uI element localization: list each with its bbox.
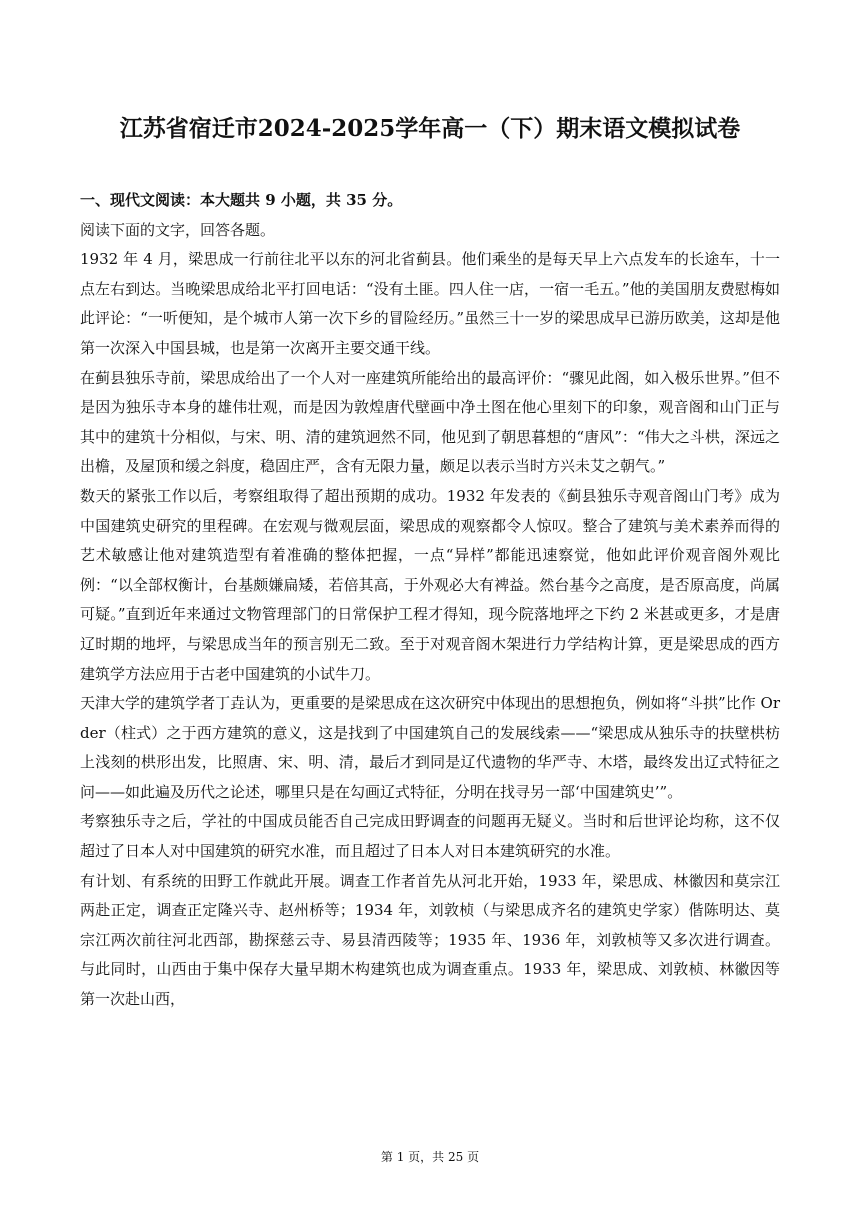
- page-footer: 第 1 页，共 25 页: [380, 1150, 480, 1164]
- document-body: [80, 186, 780, 1015]
- paragraph-1: 1932 年 4 月，梁思成一行前往北平以东的河北省蓟县。他们乘坐的是每天早上六点发车的长途车，十一点左右到达。当晚梁思成给北平打回电话：“没有土匪。四人住一店，一宿一毛五。”他的美国朋友费慰梅如此评论：“一听便知，是个城市人第一次下乡的冒险经历。”虽然三十一岁的梁思成早已游历欧美，这却是他第一次深入中国县城，也是第一次离开主要交通干线。: [80, 250, 780, 357]
- paragraph-2: 在蓟县独乐寺前，梁思成给出了一个人对一座建筑所能给出的最高评价：“骤见此阁，如入极乐世界。”但不是因为独乐寺本身的雄伟壮观，而是因为敦煌唐代壁画中净土图在他心里刻下的印象，观音阁和山门正与其中的建筑十分相似，与宋、明、清的建筑迥然不同，他见到了朝思暮想的“唐风”：“伟大之斗栱，深远之出檐，及屋顶和缓之斜度，稳固庄严，含有无限力量，颇足以表示当时方兴未艾之朝气。”: [80, 368, 780, 476]
- paragraph-6: 有计划、有系统的田野工作就此开展。调查工作者首先从河北开始，1933 年，梁思成、林徽因和莫宗江两赴正定，调查正定隆兴寺、赵州桥等；1934 年，刘敦桢（与梁思成齐名的建筑史学家）偕陈明达、莫宗江两次前往河北西部，勘探慈云寺、易县清西陵等；1935 年、1936 年，刘敦桢等又多次进行调查。与此同时，山西由于集中保存大量早期木构建筑也成为调查重点。1933 年，梁思成、刘敦桢、林徽因等第一次赴山西，: [80, 871, 780, 1009]
- document-title: 江苏省宿迁市2024-2025学年高一（下）期末语文模拟试卷: [119, 115, 741, 142]
- paragraph-4: 天津大学的建筑学者丁垚认为，更重要的是梁思成在这次研究中体现出的思想抱负，例如将“斗拱”比作 Order（柱式）之于西方建筑的意义，这是找到了中国建筑自己的发展线索——“梁思成从独乐寺的扶壁栱枋上浅刻的栱形出发，比照唐、宋、明、清，最后才到同是辽代遗物的华严寺、木塔，最终发出辽式特征之问——如此遍及历代之论述，哪里只是在勾画辽式特征，分明在找寻另一部‘中国建筑史’”。: [80, 694, 780, 801]
- paragraph-5: 考察独乐寺之后，学社的中国成员能否自己完成田野调查的问题再无疑义。当时和后世评论均称，这不仅超过了日本人对中国建筑的研究水准，而且超过了日本人对日本建筑研究的水准。: [80, 812, 780, 861]
- section-heading: 一、现代文阅读：本大题共 9 小题，共 35 分。: [80, 191, 403, 209]
- paragraph-3: 数天的紧张工作以后，考察组取得了超出预期的成功。1932 年发表的《蓟县独乐寺观音阁山门考》成为中国建筑史研究的里程碑。在宏观与微观层面，梁思成的观察都令人惊叹。整合了建筑与美术素养而得的艺术敏感让他对建筑造型有着准确的整体把握，一点“异样”都能迅速察觉，他如此评价观音阁外观比例：“以全部权衡计，台基颇嫌扁矮，若倍其高，于外观必大有裨益。然台基今之高度，是否原高度，尚属可疑。”直到近年来通过文物管理部门的日常保护工程才得知，现今院落地坪之下约 2 米甚或更多，才是唐辽时期的地坪，与梁思成当年的预言别无二致。至于对观音阁木架进行力学结构计算，更是梁思成的西方建筑学方法应用于古老中国建筑的小试牛刀。: [80, 486, 780, 683]
- instruction-paragraph: 阅读下面的文字，回答各题。: [80, 220, 276, 239]
